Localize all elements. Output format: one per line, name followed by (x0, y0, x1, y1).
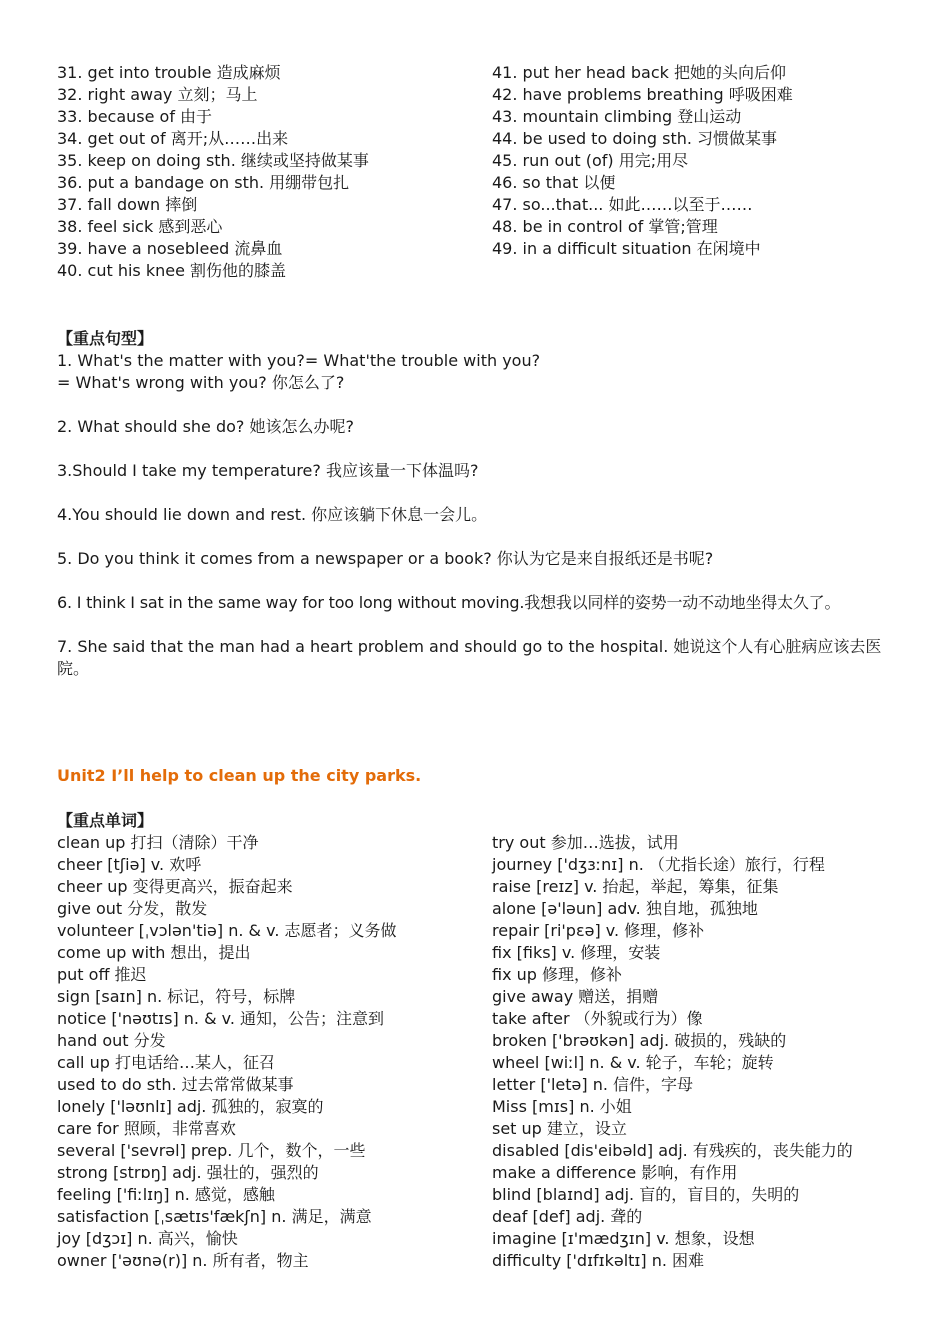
vocab-item: owner ['əʊnə(r)] n. 所有者，物主 (57, 1251, 309, 1270)
vocab-item: fix up 修理，修补 (492, 965, 623, 984)
vocab-item: fix [fiks] v. 修理，安装 (492, 943, 661, 962)
phrase-item: 46. so that 以便 (492, 173, 616, 192)
vocab-item: call up 打电话给…某人，征召 (57, 1053, 275, 1072)
vocab-item: satisfaction [ˌsætɪs'fækʃn] n. 满足，满意 (57, 1207, 372, 1226)
phrase-item: 33. because of 由于 (57, 107, 213, 126)
vocab-item: put off 推迟 (57, 965, 147, 984)
phrase-item: 43. mountain climbing 登山运动 (492, 107, 742, 126)
phrase-list (57, 62, 917, 282)
vocab-item: disabled [dis'eibəld] adj. 有残疾的，丧失能力的 (492, 1141, 853, 1160)
vocab-item: take after （外貌或行为）像 (492, 1009, 703, 1028)
vocab-item: notice ['nəʊtɪs] n. & v. 通知，公告；注意到 (57, 1009, 385, 1028)
sentence-item: 3.Should I take my temperature? 我应该量一下体温吗? (57, 461, 479, 480)
phrase-column-right (492, 62, 917, 282)
key-sentences-section (57, 328, 917, 702)
phrase-item: 37. fall down 摔倒 (57, 195, 198, 214)
phrase-item: 38. feel sick 感到恶心 (57, 217, 223, 236)
vocab-item: cheer [tʃiə] v. 欢呼 (57, 855, 202, 874)
sentence-item: 4.You should lie down and rest. 你应该躺下休息一会儿。 (57, 505, 488, 524)
vocab-item: lonely ['ləʊnlɪ] adj. 孤独的，寂寞的 (57, 1097, 324, 1116)
vocab-item: journey ['dʒɜːnɪ] n. （尤指长途）旅行，行程 (492, 855, 825, 874)
vocab-item: blind [blaɪnd] adj. 盲的，盲目的，失明的 (492, 1185, 800, 1204)
vocab-item: strong [strɒŋ] adj. 强壮的，强烈的 (57, 1163, 319, 1182)
vocab-item: hand out 分发 (57, 1031, 166, 1050)
phrase-item: 47. so...that... 如此……以至于…… (492, 195, 753, 214)
phrase-item: 34. get out of 离开;从……出来 (57, 129, 289, 148)
vocab-item: imagine [ɪ'mædʒɪn] v. 想象，设想 (492, 1229, 755, 1248)
phrase-item: 49. in a difficult situation 在闲境中 (492, 239, 761, 258)
phrase-item: 40. cut his knee 割伤他的膝盖 (57, 261, 287, 280)
sentence-item: 7. She said that the man had a heart problem and should go to the hospital. 她说这个人有心脏病应该去医 院。 (57, 637, 882, 678)
vocab-item: several ['sevrəl] prep. 几个，数个，一些 (57, 1141, 366, 1160)
sentence-item: 6. I think I sat in the same way for too long without moving.我想我以同样的姿势一动不动地坐得太久了。 (57, 593, 841, 612)
phrase-item: 48. be in control of 掌管;管理 (492, 217, 718, 236)
sentence-item: 1. What's the matter with you?= What'the trouble with you? = What's wrong with you? 你怎么了? (57, 351, 541, 392)
section-heading: 【重点句型】 (57, 329, 154, 348)
phrase-item: 41. put her head back 把她的头向后仰 (492, 63, 786, 82)
phrase-column-left (57, 62, 492, 282)
phrase-item: 31. get into trouble 造成麻烦 (57, 63, 281, 82)
vocab-item: cheer up 变得更高兴，振奋起来 (57, 877, 293, 896)
vocab-item: alone [ə'ləun] adv. 独自地，孤独地 (492, 899, 758, 918)
vocabulary-column-right (492, 832, 917, 1272)
vocab-item: care for 照顾，非常喜欢 (57, 1119, 236, 1138)
vocab-item: difficulty ['dɪfɪkəltɪ] n. 困难 (492, 1251, 705, 1270)
vocab-item: feeling ['fiːlɪŋ] n. 感觉，感触 (57, 1185, 275, 1204)
phrase-item: 36. put a bandage on sth. 用绷带包扎 (57, 173, 350, 192)
phrase-item: 39. have a nosebleed 流鼻血 (57, 239, 283, 258)
vocabulary-column-left (57, 832, 492, 1272)
vocab-item: clean up 打扫（清除）干净 (57, 833, 259, 852)
vocab-item: sign [saɪn] n. 标记，符号，标牌 (57, 987, 296, 1006)
section-heading: 【重点单词】 (57, 811, 154, 830)
vocab-item: raise [reɪz] v. 抬起，举起，筹集，征集 (492, 877, 779, 896)
phrase-item: 45. run out (of) 用完;用尽 (492, 151, 689, 170)
vocab-item: joy [dʒɔɪ] n. 高兴，愉快 (57, 1229, 238, 1248)
sentence-item: 5. Do you think it comes from a newspaper or a book? 你认为它是来自报纸还是书呢? (57, 549, 714, 568)
vocab-item: volunteer [ˌvɔlən'tiə] n. & v. 志愿者；义务做 (57, 921, 397, 940)
unit-title: Unit2 I’ll help to clean up the city parks. (57, 766, 422, 785)
vocab-item: letter ['letə] n. 信件，字母 (492, 1075, 694, 1094)
vocabulary-list (57, 832, 917, 1272)
sentence-item: 2. What should she do? 她该怎么办呢? (57, 417, 354, 436)
phrase-item: 32. right away 立刻；马上 (57, 85, 258, 104)
vocab-item: wheel [wiːl] n. & v. 轮子，车轮；旋转 (492, 1053, 774, 1072)
vocab-item: set up 建立，设立 (492, 1119, 627, 1138)
vocab-item: deaf [def] adj. 聋的 (492, 1207, 643, 1226)
vocab-item: make a difference 影响，有作用 (492, 1163, 738, 1182)
vocab-item: broken ['brəʊkən] adj. 破损的，残缺的 (492, 1031, 787, 1050)
vocab-item: Miss [mɪs] n. 小姐 (492, 1097, 632, 1116)
phrase-item: 44. be used to doing sth. 习惯做某事 (492, 129, 778, 148)
vocab-item: give out 分发，散发 (57, 899, 208, 918)
vocab-item: come up with 想出，提出 (57, 943, 251, 962)
phrase-item: 35. keep on doing sth. 继续或坚持做某事 (57, 151, 369, 170)
vocab-item: try out 参加…选拔，试用 (492, 833, 679, 852)
vocab-item: repair [ri'pεə] v. 修理，修补 (492, 921, 705, 940)
phrase-item: 42. have problems breathing 呼吸困难 (492, 85, 793, 104)
vocab-item: give away 赠送，捐赠 (492, 987, 659, 1006)
vocab-item: used to do sth. 过去常常做某事 (57, 1075, 294, 1094)
